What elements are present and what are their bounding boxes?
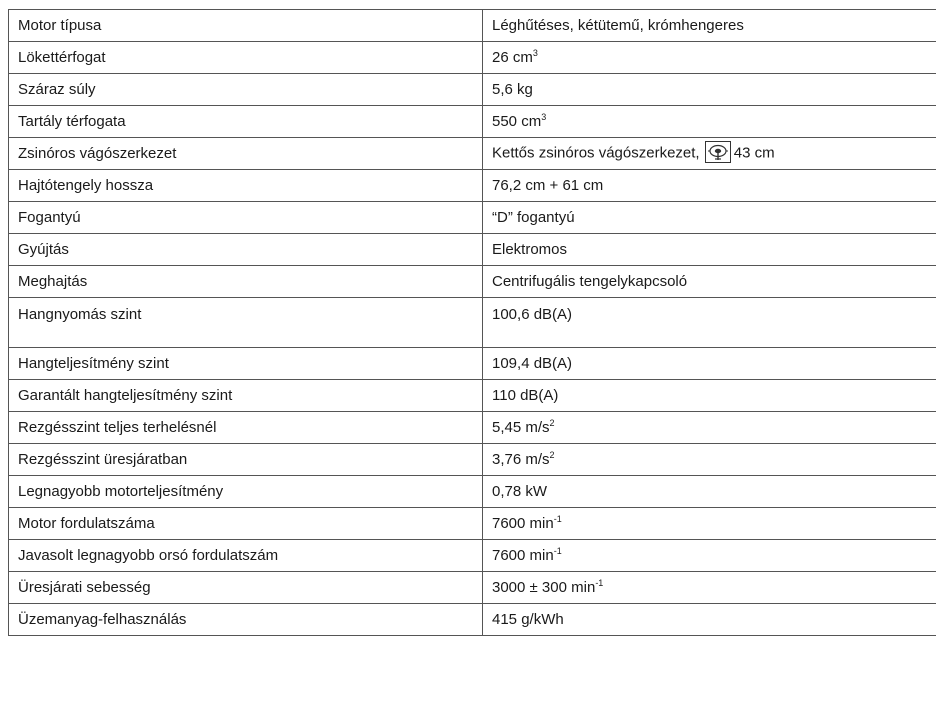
- row-value: [483, 138, 936, 170]
- row-label: Gyújtás: [9, 234, 483, 266]
- row-label: Lökettérfogat: [9, 42, 483, 74]
- value-superscript: 3: [532, 48, 538, 58]
- row-label: Motor típusa: [9, 10, 483, 42]
- row-value: 5,6 kg: [483, 74, 936, 106]
- row-value: 109,4 dB(A): [483, 348, 936, 380]
- value-text: 3,76 m/s: [492, 451, 550, 468]
- table-row: [9, 540, 936, 572]
- spec-table: [8, 9, 936, 636]
- value-text: Kettős zsinóros vágószerkezet,: [492, 144, 700, 162]
- row-label: Javasolt legnagyobb orsó fordulatszám: [9, 540, 483, 572]
- table-row: [9, 202, 936, 234]
- table-row: [9, 106, 936, 138]
- table-row: [9, 170, 936, 202]
- table-row: [9, 42, 936, 74]
- table-row: [9, 476, 936, 508]
- row-label: Garantált hangteljesítmény szint: [9, 380, 483, 412]
- row-value: [483, 42, 936, 74]
- row-label: Hajtótengely hossza: [9, 170, 483, 202]
- row-label: Motor fordulatszáma: [9, 508, 483, 540]
- value-text: 43 cm: [733, 144, 775, 162]
- row-value: [483, 540, 936, 572]
- row-value: 100,6 dB(A): [483, 298, 936, 348]
- table-row: [9, 234, 936, 266]
- row-label: Meghajtás: [9, 266, 483, 298]
- row-value: [483, 412, 936, 444]
- value-text: 26 cm: [492, 49, 533, 66]
- table-row: [9, 508, 936, 540]
- row-label: Legnagyobb motorteljesítmény: [9, 476, 483, 508]
- table-row: [9, 74, 936, 106]
- row-value: [483, 572, 936, 604]
- row-label: Rezgésszint üresjáratban: [9, 444, 483, 476]
- value-text: 550 cm: [492, 113, 542, 130]
- value-text: 7600 min: [492, 547, 554, 564]
- row-label: Tartály térfogata: [9, 106, 483, 138]
- table-row: [9, 444, 936, 476]
- cutting-diameter-icon: [705, 141, 731, 163]
- row-value: 76,2 cm + 61 cm: [483, 170, 936, 202]
- table-row: [9, 138, 936, 170]
- row-value: Centrifugális tengelykapcsoló: [483, 266, 936, 298]
- table-row: [9, 412, 936, 444]
- table-row: [9, 604, 936, 636]
- table-row: [9, 380, 936, 412]
- row-value: [483, 444, 936, 476]
- row-value: 110 dB(A): [483, 380, 936, 412]
- table-row: [9, 10, 936, 42]
- value-superscript: -1: [553, 514, 562, 524]
- row-value: [483, 106, 936, 138]
- row-label: Üzemanyag-felhasználás: [9, 604, 483, 636]
- row-label: Zsinóros vágószerkezet: [9, 138, 483, 170]
- value-superscript: -1: [595, 578, 604, 588]
- table-row: [9, 266, 936, 298]
- table-row: [9, 572, 936, 604]
- value-superscript: -1: [553, 546, 562, 556]
- row-value: Léghűtéses, kétütemű, krómhengeres: [483, 10, 936, 42]
- row-label: Hangnyomás szint: [9, 298, 483, 348]
- value-text: 3000 ± 300 min: [492, 579, 596, 596]
- row-label: Rezgésszint teljes terhelésnél: [9, 412, 483, 444]
- table-row: [9, 298, 936, 348]
- row-label: Hangteljesítmény szint: [9, 348, 483, 380]
- row-label: Száraz súly: [9, 74, 483, 106]
- value-text: 5,45 m/s: [492, 419, 550, 436]
- value-text: 7600 min: [492, 515, 554, 532]
- table-row: [9, 348, 936, 380]
- row-value: 0,78 kW: [483, 476, 936, 508]
- row-value: [483, 508, 936, 540]
- row-value: 415 g/kWh: [483, 604, 936, 636]
- row-label: Fogantyú: [9, 202, 483, 234]
- row-value: “D” fogantyú: [483, 202, 936, 234]
- value-superscript: 2: [549, 450, 555, 460]
- row-label: Üresjárati sebesség: [9, 572, 483, 604]
- value-superscript: 3: [541, 112, 547, 122]
- row-value: Elektromos: [483, 234, 936, 266]
- value-superscript: 2: [549, 418, 555, 428]
